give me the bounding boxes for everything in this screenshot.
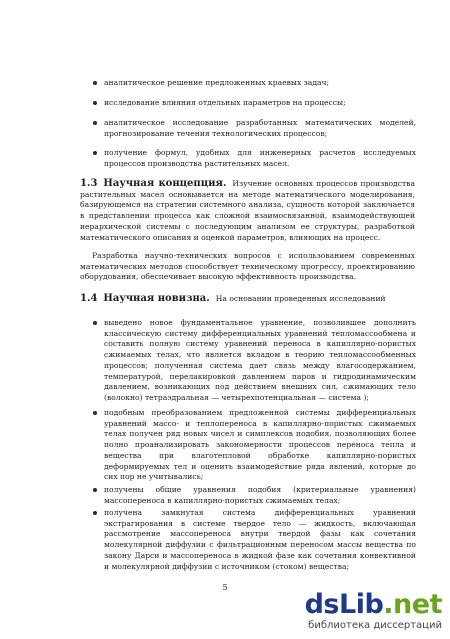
section-1-4 <box>80 294 415 305</box>
bullet-item <box>104 318 416 404</box>
bullet-dot-icon <box>93 101 97 105</box>
logo-main-text: dsLib <box>304 589 384 620</box>
bullet-dot-icon <box>93 121 97 125</box>
bullet-dot-icon <box>93 151 97 155</box>
bullet-text: подобным преобразованием предложенной системы дифференциальных уравнений массо- и теплопереноса в капиллярно-пористых сжимаемых телах получен ряд новых чисел и симплексов подобия, позволяющих более полно проанализировать закономерности процессов переноса тепла и вещества при влаготепловой обработке капиллярно-пористых деформируемых тел и оценить взаимодействие ряда явлений, которые до сих пор не учитывались; <box>104 408 416 482</box>
dslib-watermark <box>292 591 442 633</box>
dslib-logo <box>292 591 442 618</box>
bullet-item <box>104 98 416 109</box>
paragraph-text: Разработка научно-технических вопросов с использованием современных математических методов способствует техническому прогрессу, проектированию оборудования, обеспечивает высокую эффективность производства. <box>80 251 415 282</box>
page-number: 5 <box>222 583 228 592</box>
section-title: Научная новизна. <box>103 293 210 304</box>
bullet-dot-icon <box>93 81 97 85</box>
watermark-subtitle: библиотека диссертаций <box>308 620 442 631</box>
section-title: Научная концепция. <box>103 178 227 189</box>
bullet-item <box>104 148 416 169</box>
bullet-text: исследование влияния отдельных параметров на процессы; <box>104 98 346 107</box>
section-1-3 <box>80 179 415 243</box>
bullet-dot-icon <box>93 321 97 325</box>
section-number: 1.3 <box>80 178 98 189</box>
bullet-text: выведено новое фундаментальное уравнение, позволившее дополнить классическую систему дифференциальных уравнений тепломассообмена и составить полную систему уравнений переноса в капиллярно-пористых сжимаемых телах, что является вкладом в теорию тепломассообменных процессов; полученная система дает связь между влагосодержанием, температурой, перелакировкой давлением паров и гидродинамическим давлением, возникающих под действием внешних сил, сжимающих тело (волокно) тетраэдральная — четырехпотенциальная — система ); <box>104 318 416 402</box>
bullet-text: аналитическое исследование разработанных математических моделей, прогнозирование течения технологических процессов; <box>104 118 416 138</box>
section-text: Изучение основных процессов производства растительных масел основывается на методе математического моделирования, базирующемся на стратегии системного анализа, сущность которой заключается в представлении процесса как сложной взаимосвязанной, взаимодействующей иерархической системы с последующим анализом ее структуры, разработкой математического описания и оценкой параметров, влияющих на процесс. <box>80 179 415 242</box>
bullet-text: аналитическое решение предложенных краевых задач; <box>104 78 330 87</box>
bullet-text: получены общие уравнения подобия (критериальные уравнения) массопереноса в капиллярно-пористых сжимаемых телах; <box>104 485 416 505</box>
bullet-dot-icon <box>93 488 97 492</box>
bullet-item <box>104 118 416 139</box>
bullet-item <box>104 508 416 572</box>
bullet-text: получена замкнутая система дифференциальных уравнений экстрагирования в системе твердое тело — жидкость, включающая рассмотрение массопереноса внутри твердой фазы как сочетания молекулярной диффузии с фильтрационным переносом массы вещества по закону Дарси и массопереноса в жидкой фазе как сочетания конвективной и молекулярной диффузии с источником (стоком) вещества; <box>104 508 416 571</box>
section-number: 1.4 <box>80 293 98 304</box>
bullet-dot-icon <box>93 411 97 415</box>
bullet-item <box>104 408 416 483</box>
bullet-dot-icon <box>93 511 97 515</box>
paragraph <box>80 251 415 283</box>
logo-tld-text: .net <box>383 589 442 620</box>
bullet-item <box>104 78 416 89</box>
bullet-item <box>104 485 416 506</box>
bullet-text: получение формул, удобных для инженерных расчетов исследуемых процессов производства растительных масел. <box>104 148 416 168</box>
section-text: На основании проведенных исследований <box>215 294 386 303</box>
